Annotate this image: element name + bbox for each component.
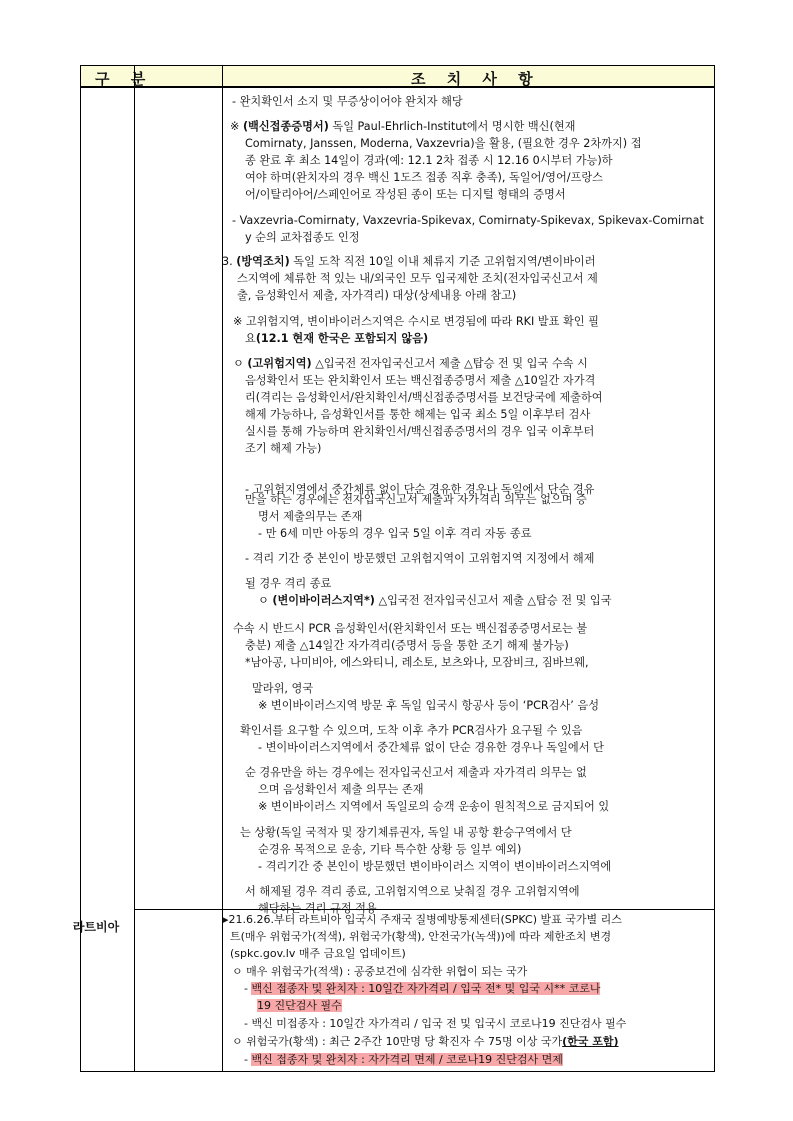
germany-line: Comirnaty, Janssen, Moderna, Vaxzevria)을 활용, (필요한 경우 2차까지) 접	[245, 137, 642, 150]
germany-line: - Vaxzevria-Comirnaty, Vaxzevria-Spikevax, Comirnaty-Spikevax, Spikevax-Comirnat	[232, 214, 704, 227]
germany-line: 확인서를 요구할 수 있으며, 도착 이후 추가 PCR검사가 요구될 수 있음	[240, 724, 583, 737]
germany-line: - 만 6세 미만 아동의 경우 입국 5일 이후 격리 자동 종료	[258, 527, 532, 540]
column-divider-1	[134, 66, 135, 1071]
latvia-line: ▸21.6.26.부터 라트비아 입국시 주재국 질병예방통제센터(SPKC) 발표 국가별 리스	[223, 913, 622, 926]
germany-line: - 격리 기간 중 본인이 방문했던 고위험지역이 고위험지역 지정에서 해제	[245, 552, 595, 565]
germany-line: - 완치확인서 소지 및 무증상이어야 완치자 해당	[232, 95, 463, 108]
germany-line: 명서 제출의무는 존재	[258, 510, 363, 523]
germany-line: 만을 하는 경우에는 전자입국신고서 제출과 자가격리 의무는 없으며 증	[245, 493, 587, 506]
germany-line: 해당하는 격리 규정 적용	[258, 902, 377, 915]
latvia-line: - 백신 미접종자 : 10일간 자가격리 / 입국 전 및 입국시 코로나19 진단검사 필수	[244, 1017, 627, 1030]
latvia-line: (spkc.gov.lv 매주 금요일 업데이트)	[230, 947, 406, 960]
germany-line: ※ 변이바이러스 지역에서 독일로의 승객 운송이 원칙적으로 금지되어 있	[258, 800, 610, 813]
germany-line: ㅇ (고위험지역) △입국전 전자입국신고서 제출 △탑승 전 및 입국 수속 시	[233, 357, 588, 370]
germany-line: 해제 가능하나, 음성확인서를 통한 해제는 입국 최소 5일 이후부터 검사	[245, 408, 591, 421]
germany-line: 으며 음성확인서 제출 의무는 존재	[258, 783, 424, 796]
germany-line: 순 경유만을 하는 경우에는 전자입국신고서 제출과 자가격리 의무는 없	[245, 766, 587, 779]
germany-line: 출, 음성확인서 제출, 자가격리) 대상(상세내용 아래 참고)	[237, 289, 517, 302]
germany-line: - 고위험지역에서 중간체류 없이 단순 경유한 경우나 독일에서 단순 경유	[245, 483, 595, 496]
germany-line: 3. (방역조치) 독일 도착 직전 10일 이내 체류지 기준 고위험지역/변이바이러	[222, 255, 596, 268]
germany-line: 어/이탈리아어/스페인어로 작성된 종이 또는 디지털 형태의 증명서	[245, 188, 566, 201]
germany-line: - 변이바이러스지역에서 중간체류 없이 단순 경유한 경우나 독일에서 단	[258, 741, 604, 754]
germany-line: y 순의 교차접종도 인정	[245, 231, 360, 244]
latvia-line: 19 진단검사 필수	[257, 999, 342, 1012]
table-header	[81, 66, 714, 88]
germany-line: ㅇ (변이바이러스지역*) △입국전 전자입국신고서 제출 △탑승 전 및 입국	[258, 594, 612, 607]
country-latvia: 라트비아	[72, 920, 120, 934]
germany-line: 말라위, 영국	[252, 682, 314, 695]
germany-line: ※ 고위험지역, 변이바이러스지역은 수시로 변경됨에 따라 RKI 발표 확인 필	[233, 315, 599, 328]
germany-line: 리(격리는 음성확인서/완치확인서/백신접종증명서를 보건당국에 제출하여	[245, 391, 603, 404]
germany-line: 음성확인서 또는 완치확인서 또는 백신접종증명서 제출 △10일간 자가격	[245, 374, 596, 387]
germany-line: 요(12.1 현재 한국은 포함되지 않음)	[245, 332, 429, 345]
latvia-line: ㅇ 매우 위험국가(적색) : 공중보건에 심각한 위협이 되는 국가	[232, 965, 528, 978]
germany-line: - 격리기간 중 본인이 방문했던 변이바이러스 지역이 변이바이러스지역에	[258, 860, 612, 873]
germany-line: ※ 변이바이러스지역 방문 후 독일 입국시 항공사 등이 ‘PCR검사’ 음성	[258, 699, 600, 712]
germany-line: ※ (백신접종증명서) 독일 Paul-Ehrlich-Institut에서 명시한 백신(현재	[230, 120, 576, 133]
germany-line: 스지역에 체류한 적 있는 내/외국인 모두 입국제한 조치(전자입국신고서 제	[237, 272, 598, 285]
germany-line: 순경유 목적으로 운송, 기타 특수한 상황 등 일부 예외)	[258, 843, 522, 856]
latvia-line: - 백신 접종자 및 완치자 : 10일간 자가격리 / 입국 전* 및 입국 시** 코로나	[244, 982, 601, 995]
latvia-line: - 백신 접종자 및 완치자 : 자가격리 면제 / 코로나19 진단검사 면제	[244, 1053, 563, 1066]
germany-line: 종 완료 후 최소 14일이 경과(예: 12.1 2차 접종 시 12.16 0시부터 가능)하	[245, 154, 613, 167]
header-category: 구 분	[95, 70, 154, 88]
latvia-line: 트(매우 위험국가(적색), 위험국가(황색), 안전국가(녹색))에 따라 제한조치 변경	[230, 930, 612, 943]
germany-line: 조기 해제 가능)	[245, 442, 322, 455]
latvia-line: ㅇ 위험국가(황색) : 최근 2주간 10만명 당 확진자 수 75명 이상 국가(한국 포함)	[232, 1035, 619, 1048]
germany-line: 실시를 통해 가능하며 완치확인서/백신접종증명서의 경우 입국 이후부터	[245, 425, 595, 438]
germany-line: *남아공, 나미비아, 에스와티니, 레소토, 보츠와나, 모잠비크, 짐바브웨,	[245, 656, 589, 669]
germany-line: 서 해제될 경우 격리 종료, 고위험지역으로 낮춰질 경우 고위험지역에	[245, 885, 580, 898]
header-measures: 조 치 사 항	[411, 70, 541, 88]
germany-line: 충분) 제출 △14일간 자가격리(증명서 등을 통한 조기 해제 불가능)	[245, 639, 569, 652]
germany-line: 는 상황(독일 국적자 및 장기체류권자, 독일 내 공항 환승구역에서 단	[240, 826, 572, 839]
germany-line: 수속 시 반드시 PCR 음성확인서(완치확인서 또는 백신접종증명서로는 불	[233, 622, 588, 635]
germany-line: 될 경우 격리 종료	[245, 577, 332, 590]
germany-line: 여야 하며(완치자의 경우 백신 1도즈 접종 직후 충족), 독일어/영어/프랑스	[245, 171, 603, 184]
row-divider-latvia	[134, 909, 714, 910]
